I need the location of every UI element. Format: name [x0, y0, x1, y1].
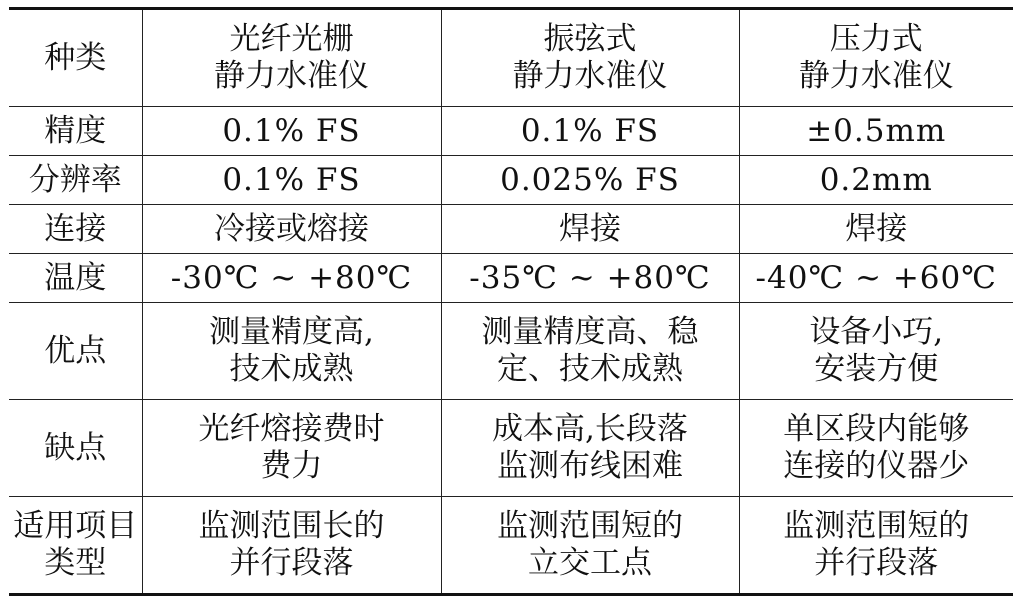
cell-connection-pressure: 焊接 — [739, 205, 1013, 254]
cell-applicable-fbg: 监测范围长的 并行段落 — [142, 497, 441, 595]
comparison-table — [9, 7, 1013, 596]
cell-resolution-pressure: 0.2mm — [739, 156, 1013, 205]
row-label-disadvantages: 缺点 — [9, 400, 142, 497]
row-label-resolution: 分辨率 — [9, 156, 142, 205]
row-label-applicable-projects: 适用项目 类型 — [9, 497, 142, 595]
cell-temperature-pressure: -40℃ ~ +60℃ — [739, 254, 1013, 303]
cell-resolution-vibrating-wire: 0.025% FS — [441, 156, 739, 205]
row-label-accuracy: 精度 — [9, 107, 142, 156]
cell-applicable-pressure: 监测范围短的 并行段落 — [739, 497, 1013, 595]
cell-resolution-fbg: 0.1% FS — [142, 156, 441, 205]
cell-advantages-pressure: 设备小巧, 安装方便 — [739, 303, 1013, 400]
table-row-temperature — [9, 254, 1013, 303]
table-row-type — [9, 9, 1013, 107]
cell-advantages-vibrating-wire: 测量精度高、稳 定、技术成熟 — [441, 303, 739, 400]
cell-temperature-fbg: -30℃ ~ +80℃ — [142, 254, 441, 303]
cell-disadvantages-fbg: 光纤熔接费时 费力 — [142, 400, 441, 497]
table-row-advantages — [9, 303, 1013, 400]
cell-applicable-vibrating-wire: 监测范围短的 立交工点 — [441, 497, 739, 595]
cell-advantages-fbg: 测量精度高, 技术成熟 — [142, 303, 441, 400]
table-row-connection — [9, 205, 1013, 254]
row-label-connection: 连接 — [9, 205, 142, 254]
cell-accuracy-fbg: 0.1% FS — [142, 107, 441, 156]
cell-accuracy-pressure: ±0.5mm — [739, 107, 1013, 156]
cell-disadvantages-pressure: 单区段内能够 连接的仪器少 — [739, 400, 1013, 497]
cell-connection-vibrating-wire: 焊接 — [441, 205, 739, 254]
row-label-type: 种类 — [9, 9, 142, 107]
cell-connection-fbg: 冷接或熔接 — [142, 205, 441, 254]
row-label-temperature: 温度 — [9, 254, 142, 303]
cell-type-vibrating-wire: 振弦式 静力水准仪 — [441, 9, 739, 107]
row-label-advantages: 优点 — [9, 303, 142, 400]
cell-type-pressure: 压力式 静力水准仪 — [739, 9, 1013, 107]
table-row-resolution — [9, 156, 1013, 205]
cell-accuracy-vibrating-wire: 0.1% FS — [441, 107, 739, 156]
table-row-applicable-projects — [9, 497, 1013, 595]
table-row-accuracy — [9, 107, 1013, 156]
cell-type-fbg: 光纤光栅 静力水准仪 — [142, 9, 441, 107]
cell-temperature-vibrating-wire: -35℃ ~ +80℃ — [441, 254, 739, 303]
cell-disadvantages-vibrating-wire: 成本高,长段落 监测布线困难 — [441, 400, 739, 497]
table-row-disadvantages — [9, 400, 1013, 497]
